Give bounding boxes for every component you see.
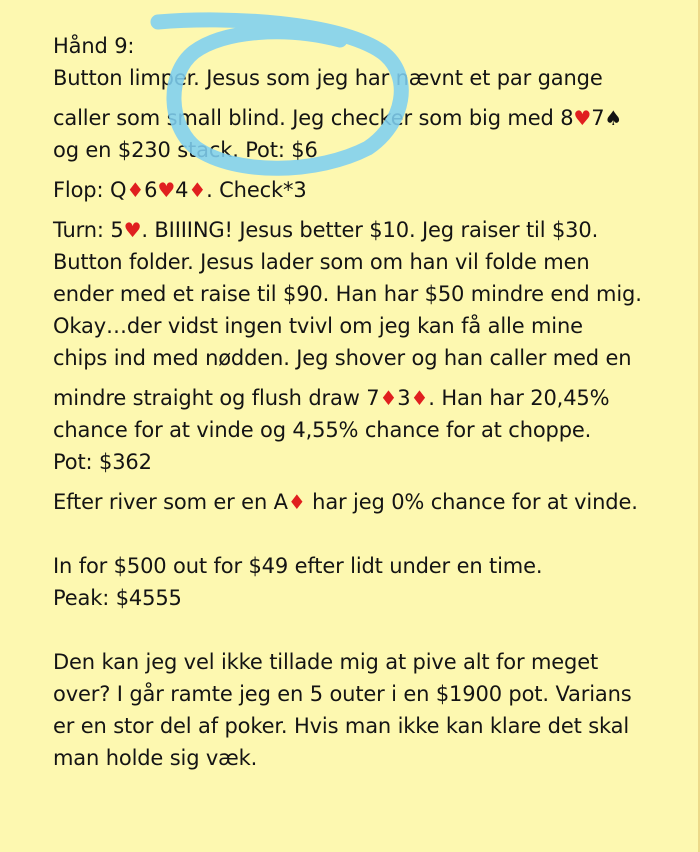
river-suffix: har jeg 0% chance for at vinde. — [305, 490, 638, 514]
turn-line-6-text: mindre straight og flush draw 7 — [53, 386, 380, 410]
heart-suit-icon: ♥ — [123, 218, 142, 242]
turn-line-5: chips ind med nødden. Jeg shover og han caller med en — [53, 346, 632, 370]
heart-suit-icon: ♥ — [573, 106, 592, 130]
diamond-suit-icon: ♦ — [287, 490, 306, 514]
diamond-suit-icon: ♦ — [379, 386, 398, 410]
flop-prefix: Flop: Q — [53, 178, 127, 202]
diamond-suit-icon: ♦ — [126, 178, 145, 202]
summary-line-1: In for $500 out for $49 efter lidt under en time. — [53, 554, 543, 578]
heart-suit-icon: ♥ — [157, 178, 176, 202]
reflection-line-1: Den kan jeg vel ikke tillade mig at pive alt for meget — [53, 650, 599, 674]
preflop-line-2 — [53, 102, 660, 134]
card-rank: 3 — [397, 386, 411, 410]
turn-line-6-rest: . Han har 20,45% — [428, 386, 610, 410]
flop-suffix: . Check*3 — [206, 178, 307, 202]
preflop-line-1: Button limper. Jesus som jeg har nævnt et par gange — [53, 66, 603, 90]
turn-line-2: Button folder. Jesus lader som om han vil folde men — [53, 250, 590, 274]
turn-line-1 — [53, 214, 660, 246]
paragraph-turn — [53, 214, 660, 478]
paragraph-summary — [53, 550, 660, 614]
paragraph-reflection — [53, 646, 660, 774]
diamond-suit-icon: ♦ — [188, 178, 207, 202]
turn-line-4: Okay…der vidst ingen tvivl om jeg kan få alle mine — [53, 314, 583, 338]
paragraph-river — [53, 486, 660, 518]
spade-suit-icon: ♠ — [604, 106, 623, 130]
reflection-line-2: over? I går ramte jeg en 5 outer i en $1900 pot. Varians — [53, 682, 632, 706]
paragraph-flop — [53, 174, 660, 206]
summary-line-2: Peak: $4555 — [53, 586, 182, 610]
turn-line-6 — [53, 382, 660, 414]
turn-line-1-rest: . BIIIING! Jesus better $10. Jeg raiser til $30. — [141, 218, 599, 242]
card-rank: 6 — [144, 178, 158, 202]
turn-line-8: Pot: $362 — [53, 450, 152, 474]
turn-prefix: Turn: 5 — [53, 218, 124, 242]
turn-line-7: chance for at vinde og 4,55% chance for at choppe. — [53, 418, 592, 442]
preflop-line-2-text: caller som small blind. Jeg checker som big med 8 — [53, 106, 574, 130]
card-rank: 7 — [591, 106, 605, 130]
river-prefix: Efter river som er en A — [53, 490, 288, 514]
turn-line-3: ender med et raise til $90. Han har $50 mindre end mig. — [53, 282, 642, 306]
reflection-line-4: man holde sig væk. — [53, 746, 258, 770]
preflop-line-3: og en $230 stack. Pot: $6 — [53, 138, 318, 162]
diamond-suit-icon: ♦ — [410, 386, 429, 410]
reflection-line-3: er en stor del af poker. Hvis man ikke kan klare det skal — [53, 714, 630, 738]
card-rank: 4 — [175, 178, 189, 202]
paragraph-preflop — [53, 62, 660, 166]
hand-title: Hånd 9: — [53, 34, 135, 58]
